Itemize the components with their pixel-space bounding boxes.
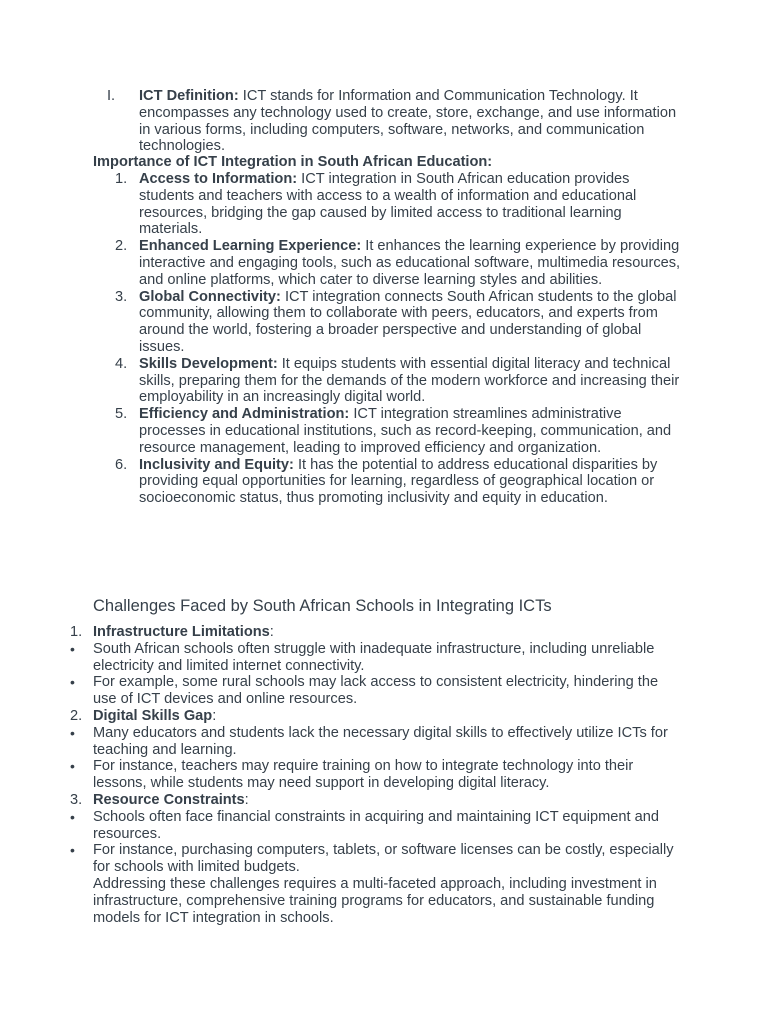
bullet-text: Many educators and students lack the necessary digital skills to effectively utilize ICTs for teaching and learning. bbox=[93, 724, 668, 758]
closing-paragraph-row bbox=[0, 876, 768, 926]
bullet-icon: • bbox=[70, 808, 75, 825]
bullet-item bbox=[0, 674, 768, 708]
challenge-heading-row bbox=[0, 708, 768, 725]
closing-paragraph: Addressing these challenges requires a multi-faceted approach, including investment in infrastructure, comprehensive training programs for educators, and sustainable funding models for ICT integration in schools. bbox=[93, 875, 657, 926]
bullet-item bbox=[0, 758, 768, 792]
bullet-icon: • bbox=[70, 758, 75, 775]
item-term: Skills Development: bbox=[139, 355, 278, 372]
bullet-icon: • bbox=[70, 842, 75, 859]
importance-list bbox=[0, 171, 768, 507]
item-term: Enhanced Learning Experience: bbox=[139, 238, 362, 255]
importance-heading: Importance of ICT Integration in South African Education: bbox=[93, 154, 493, 170]
list-marker: 3. bbox=[70, 791, 83, 808]
item-term: Efficiency and Administration: bbox=[139, 406, 350, 423]
list-marker: 4. bbox=[115, 355, 128, 372]
bullet-item bbox=[0, 809, 768, 843]
list-item bbox=[0, 171, 768, 238]
bullet-icon: • bbox=[70, 674, 75, 691]
item-description: ICT integration connects South African students to the global community, allowing them to collaborate with peers, educators, and experts from around the world, fostering a broader perspective and understanding of global issues. bbox=[139, 288, 677, 355]
heading-suffix: : bbox=[269, 624, 274, 640]
challenge-heading: Infrastructure Limitations bbox=[93, 624, 270, 640]
bullet-text: For instance, purchasing computers, tablets, or software licenses can be costly, especially for schools with limited budgets. bbox=[93, 842, 674, 876]
bullet-item bbox=[0, 842, 768, 876]
bullet-text: South African schools often struggle with inadequate infrastructure, including unreliable electricity and limited internet connectivity. bbox=[93, 640, 655, 674]
item-term: Access to Information: bbox=[139, 171, 298, 187]
challenge-heading: Digital Skills Gap bbox=[93, 707, 213, 724]
list-marker: 1. bbox=[115, 171, 128, 187]
list-item bbox=[0, 289, 768, 356]
item-term: Global Connectivity: bbox=[139, 288, 281, 305]
item-description: ICT integration streamlines administrative processes in educational institutions, such as record-keeping, communication, and resource management, leading to improved efficiency and organization. bbox=[139, 406, 672, 456]
bullet-text: For example, some rural schools may lack access to consistent electricity, hindering the use of ICT devices and online resources. bbox=[93, 674, 659, 708]
challenges-list bbox=[0, 624, 768, 926]
bullet-text: Schools often face financial constraints in acquiring and maintaining ICT equipment and resources. bbox=[93, 808, 659, 842]
list-item bbox=[0, 457, 768, 507]
challenge-heading: Resource Constraints bbox=[93, 791, 245, 808]
challenge-heading-row bbox=[0, 792, 768, 809]
item-term: ICT Definition: bbox=[139, 88, 239, 104]
bullet-item bbox=[0, 725, 768, 759]
list-marker: 1. bbox=[70, 624, 83, 640]
list-marker: 2. bbox=[115, 238, 128, 255]
list-item bbox=[0, 356, 768, 406]
bullet-icon: • bbox=[70, 724, 75, 741]
challenges-title: Challenges Faced by South African Schools in Integrating ICTs bbox=[93, 597, 552, 615]
list-marker: 2. bbox=[70, 707, 83, 724]
item-description: ICT stands for Information and Communication Technology. It encompasses any technology used to create, store, exchange, and use information in various forms, including computers, software, networks, and communication technologies. bbox=[139, 88, 677, 155]
list-marker: 6. bbox=[115, 456, 128, 473]
item-description: It enhances the learning experience by providing interactive and engaging tools, such as educational software, multimedia resources, and online platforms, which cater to diverse learning styles and abilities. bbox=[139, 238, 681, 288]
item-description: ICT integration in South African education provides students and teachers with access to a wealth of information and educational resources, bridging the gap caused by limited access to traditional learning materials. bbox=[139, 171, 637, 238]
bullet-text: For instance, teachers may require training on how to integrate technology into their lessons, while students may need support in developing digital literacy. bbox=[93, 758, 634, 792]
list-marker: 3. bbox=[115, 288, 128, 305]
list-item bbox=[0, 238, 768, 288]
bullet-item bbox=[0, 641, 768, 675]
list-marker: I. bbox=[107, 88, 116, 104]
list-item bbox=[0, 406, 768, 456]
challenge-heading-row bbox=[0, 624, 768, 641]
heading-suffix: : bbox=[212, 707, 217, 724]
heading-suffix: : bbox=[244, 791, 249, 808]
item-description: It equips students with essential digital literacy and technical skills, preparing them for the demands of the modern workforce and increasing their employability in an increasingly digital world. bbox=[139, 355, 680, 406]
item-term: Inclusivity and Equity: bbox=[139, 456, 294, 473]
item-description: It has the potential to address educational disparities by providing equal opportunities for learning, regardless of geographical location or socioeconomic status, thus promoting inclusivity and equity in education. bbox=[139, 456, 658, 507]
bullet-icon: • bbox=[70, 640, 75, 657]
list-marker: 5. bbox=[115, 406, 128, 423]
ict-definition-text bbox=[139, 88, 684, 155]
